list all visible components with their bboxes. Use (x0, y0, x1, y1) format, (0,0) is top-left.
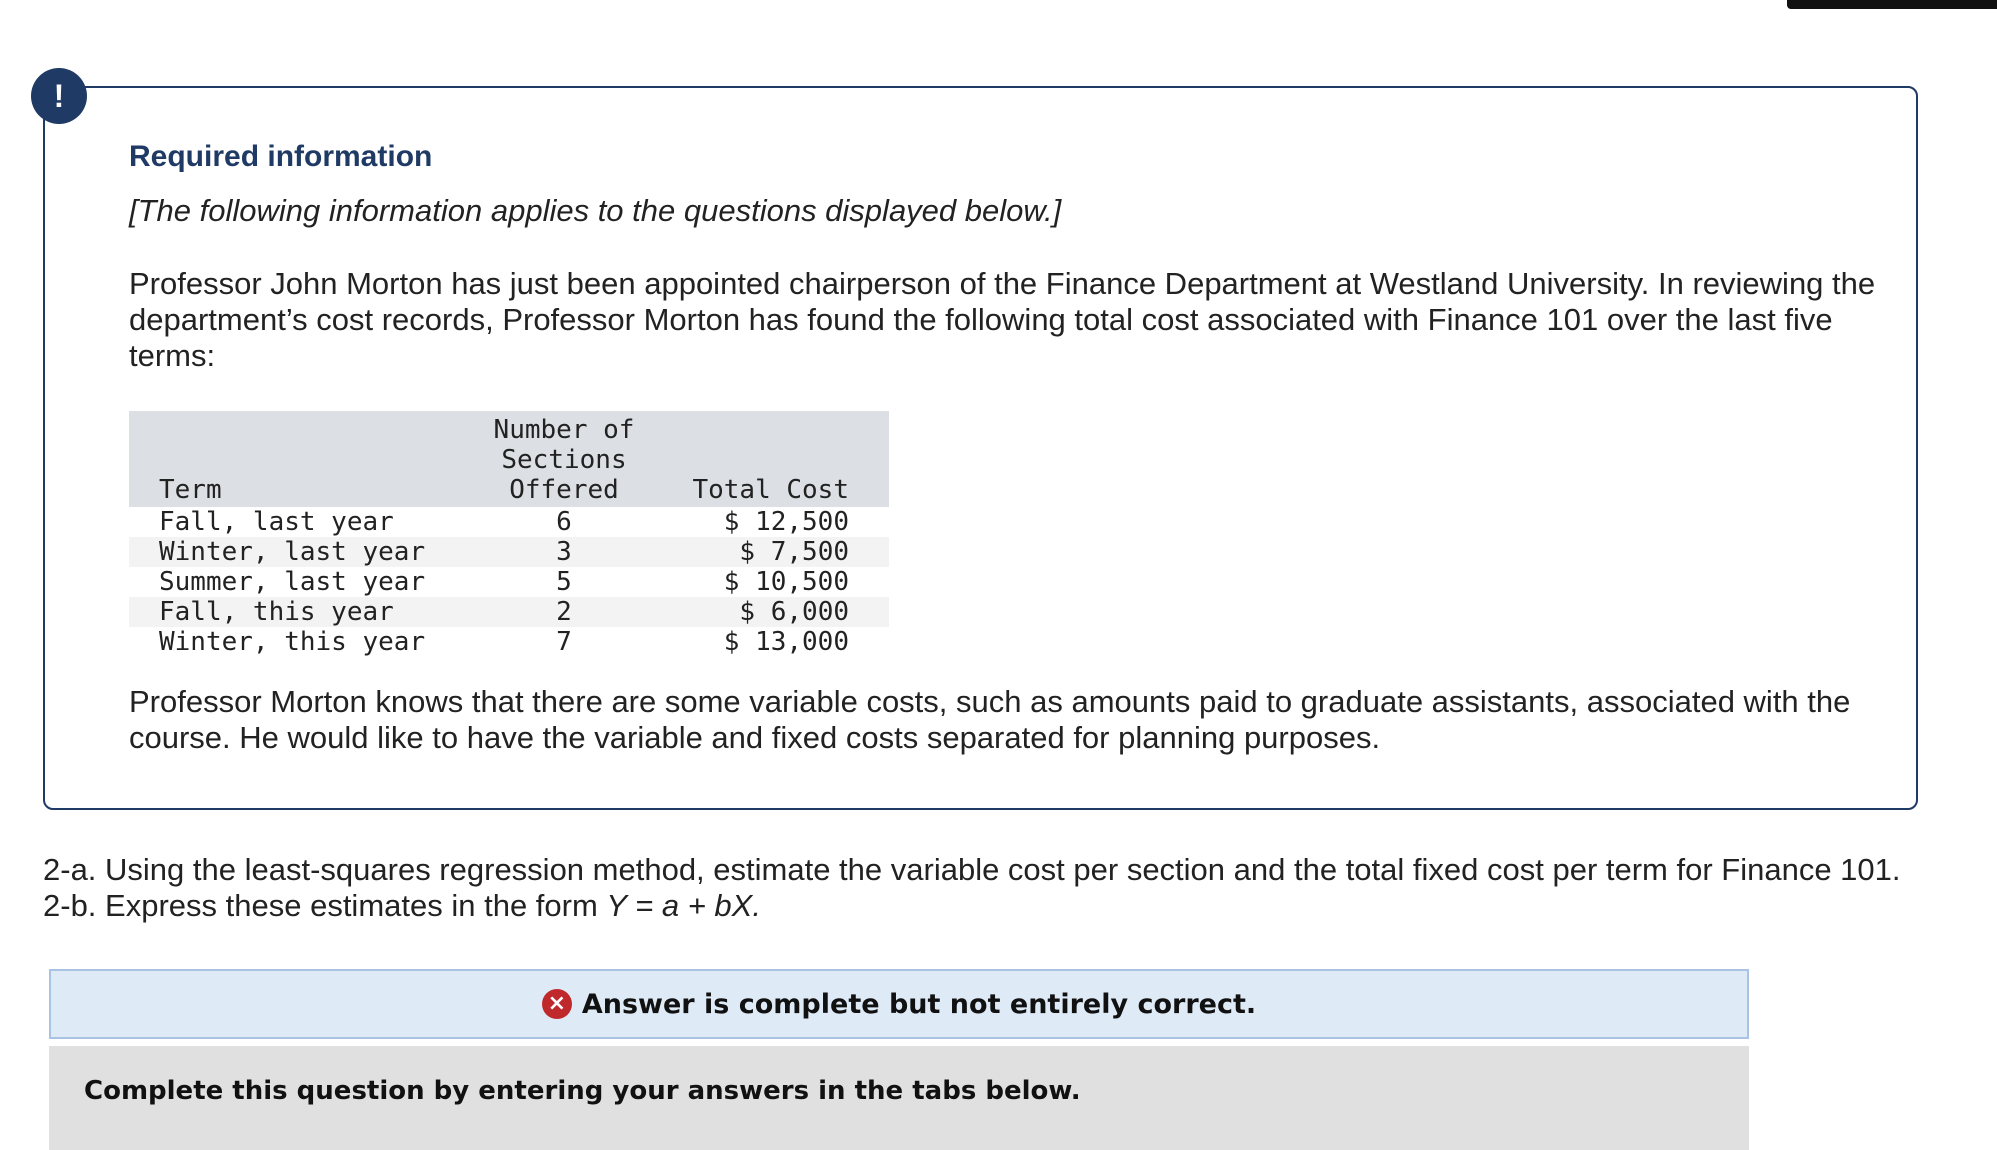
top-scroll-indicator (1787, 0, 1997, 9)
instructions-text: Complete this question by entering your answers in the tabs below. (84, 1076, 1081, 1106)
table-row (129, 597, 889, 627)
header-sections-line2: Sections (501, 445, 627, 475)
cell-term: Fall, this year (129, 597, 489, 627)
answer-status-banner (49, 969, 1749, 1039)
cell-sections: 6 (556, 507, 572, 537)
header-sections-line1: Number of (493, 415, 635, 445)
required-information-title: Required information (129, 140, 433, 173)
table-header-row (129, 411, 889, 507)
intro-paragraph: Professor John Morton has just been appointed chairperson of the Finance Department at Westland University. In reviewing the department’s cost records, Professor Morton has found the following total cost associated with Finance 101 over the last five terms: (129, 266, 1876, 373)
cell-sections: 5 (556, 567, 572, 597)
table-row (129, 507, 889, 537)
question-text (43, 852, 1983, 924)
header-sections (489, 411, 639, 507)
cell-term: Fall, last year (159, 507, 394, 537)
question-part-2b-prefix: 2-b. Express these estimates in the form (43, 888, 607, 923)
cell-term: Summer, last year (159, 567, 426, 597)
alert-icon: ! (31, 68, 87, 124)
cell-cost: $ 12,500 (723, 507, 849, 537)
cost-data-table (129, 411, 889, 657)
cell-term: Winter, last year (129, 537, 489, 567)
cell-term: Winter, this year (159, 627, 426, 657)
cell-cost: $ 13,000 (723, 627, 849, 657)
regression-formula: Y = a + bX. (606, 888, 761, 923)
incorrect-icon: × (542, 989, 572, 1019)
answer-status-message: Answer is complete but not entirely correct. (581, 988, 1257, 1020)
required-information-subtitle: [The following information applies to the questions displayed below.] (129, 193, 1062, 228)
required-information-panel (43, 86, 1918, 810)
instructions-panel (49, 1046, 1749, 1150)
table-row (129, 567, 889, 597)
header-term: Term (129, 411, 489, 507)
cell-sections: 2 (489, 597, 639, 627)
cell-cost: $ 10,500 (723, 567, 849, 597)
cell-cost: $ 6,000 (639, 597, 889, 627)
cell-cost: $ 7,500 (639, 537, 889, 567)
outro-paragraph: Professor Morton knows that there are some variable costs, such as amounts paid to graduate assistants, associated with the course. He would like to have the variable and fixed costs separated for planning purposes. (129, 684, 1851, 755)
header-total-cost: Total Cost (639, 411, 889, 507)
table-row (129, 537, 889, 567)
cell-sections: 7 (556, 627, 572, 657)
header-sections-line3: Offered (509, 475, 619, 505)
cell-sections: 3 (489, 537, 639, 567)
question-part-2b (43, 888, 1983, 924)
table-row (129, 627, 889, 657)
question-part-2a: 2-a. Using the least-squares regression method, estimate the variable cost per section and the total fixed cost per term for Finance 101. (43, 852, 1901, 887)
